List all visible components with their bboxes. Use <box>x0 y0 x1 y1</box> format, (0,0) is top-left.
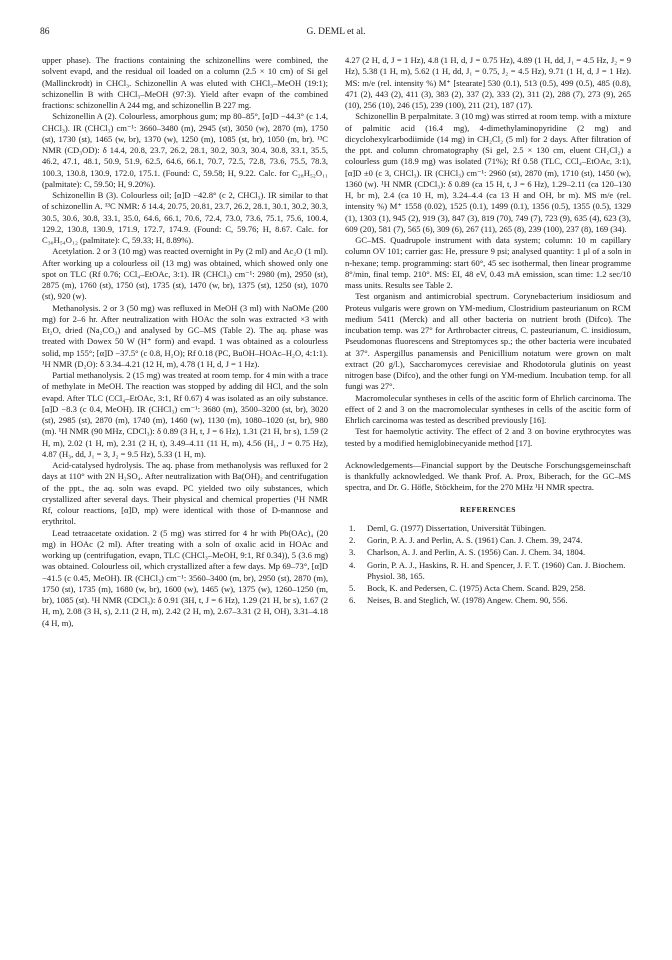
reference-item <box>345 560 631 583</box>
left-column <box>42 55 328 629</box>
paragraph-perpalmitate: Schizonellin B perpalmitate. 3 (10 mg) was stirred at room temp. with a mixture of palmitic acid (16.4 mg), 4-dimethylaminopyridine (2 mg) and dicyclohexylcarbodiimide (14 mg) in CH₂Cl₂ (5 ml) for 2 days. After filtration of the ppt. and column chromatography (Si gel, 2.5 × 130 cm, eluent CH₂Cl₂) a colourless gum (18.9 mg) was isolated (71%); Rf 0.58 (TLC, CCl₄–EtOAc, 3:1), [α]D ±0 (c 3, CHCl₃). IR (CHCl₃) cm⁻¹: 2960 (st), 2870 (m), 1710 (st), 1450 (w), 1360 (w). ¹H NMR (CDCl₃): δ 0.89 (ca 15 H, t, J = 6 Hz), 1.29–2.11 (ca 120–130 H, br m), 2.4 (ca 10 H, m), 3.24–4.4 (ca 13 H and OH, br m). MS m/e (rel. intensity %) M⁺ 1558 (0.02), 1525 (0.1), 1499 (0.1), 1356 (0.5), 1355 (0.5), 1329 (1), 1303 (1), 945 (2), 919 (3), 847 (3), 819 (70), 749 (7), 723 (9), 635 (4), 623 (3), 609 (20), 581 (7), 565 (6), 309 (6), 267 (11), 265 (8), 239 (100), 237 (8), 169 (34). <box>345 111 631 234</box>
running-head: G. DEML et al. <box>306 27 366 37</box>
right-column <box>345 55 631 608</box>
paragraph-continuation: upper phase). The fractions containing the schizonellins were combined, the solvent evapd, and the residual oil loaded on a column (2.5 × 10 cm) of Si gel (Mallinckrodt) in CHCl₃. Schizonellin A was eluted with CHCl₃–MeOH (19:1); schizonellin B with CHCl₃–MeOH (97:3). Yield after evapn of the combined fractions: schizonellin A 244 mg, and schizonellin B 227 mg. <box>42 55 328 110</box>
paragraph-antimicrobial: Test organism and antimicrobial spectrum. Corynebacterium insidiosum and Proteus vulgaris were grown on YM-medium, Clostridium pasteurianum on RCM medium 5411 (Merck) and all other bacteria on nutrient broth (Difco). The incubation temp. was 27° for Arthrobacter citreus, C. pasteurianum, C. insidiosum, Pseudomonas fluorescens and Streptomyces sp.; the other bacteria were incubated at 37°. Aspergillus panamensis and Penicillium notatum were grown on malt extract (20 g/l.), Saccharomyces cerevisiae and Rhodotorula glutinis on yeast nitrogen base (Difco), and the other fungi on YM-medium. Incubation temp. for all fungi was 27°. <box>345 291 631 392</box>
reference-text: Charlson, A. J. and Perlin, A. S. (1956) Can. J. Chem. 34, 1804. <box>367 547 586 558</box>
references-heading: REFERENCES <box>459 504 517 514</box>
reference-item <box>345 595 631 606</box>
reference-number: 1. <box>349 522 356 533</box>
paragraph-macromolecular: Macromolecular syntheses in cells of the ascitic form of Ehrlich carcinoma. The effect of 2 and 3 on the macromolecular syntheses in cells of the ascitic form of Ehrlich carcinoma was tested as described previously [16]. <box>345 392 631 425</box>
paragraph-methanolysis: Methanolysis. 2 or 3 (50 mg) was refluxed in MeOH (3 ml) with NaOMe (200 mg) for 2–6 hr. After neutralization with HOAc the soln was extracted ×3 with Et₂O, dried (Na₂CO₃) and analysed by GC–MS (Table 2). The aq. phase was treated with Dowex 50 W (H⁺ form) and evapd. 1 was obtained as a colourless solid, mp 155°; [α]D −37.5° (c 0.8, H₂O); Rf 0.18 (PC, BuOH–HOAc–H₂O, 4:1:1). ¹H NMR (D₂O): δ 3.34–4.21 (12 H, m), 4.78 (1 H, d, J = 1 Hz). <box>42 302 328 369</box>
reference-number: 4. <box>349 559 356 570</box>
paragraph-acid-hydrolysis: Acid-catalysed hydrolysis. The aq. phase from methanolysis was refluxed for 2 days at 110° with 2N H₂SO₄. After neutralization with Ba(OH)₂ and centrifugation of the ppt., the aq. soln was evapd. PC yielded two oily substances, which crystallized after several days. Their physical and chemical properties (¹H NMR Rf, colour reactions, [α]D, mp) were identical with those of D-mannose and erythritol. <box>42 460 328 527</box>
page-header <box>0 27 672 41</box>
reference-item <box>345 535 631 546</box>
section-gap <box>345 449 631 460</box>
paragraph-gc-ms: GC–MS. Quadrupole instrument with data system; column: 10 m capillary column OV 101; carrier gas: He, pressure 9 psi; analysed quantity: 1 μl of a soln in n-hexane; temp. programming: start 60°, 45 sec isothermal, then linear programme 8°/min, final temp. 210°. MS: EI, 48 eV, 0.43 mA emission, scan time: 1.2 sec/10 mass units. Results see Table 2. <box>345 235 631 290</box>
reference-item <box>345 523 631 534</box>
paragraph-haemolytic: Test for haemolytic activity. The effect of 2 and 3 on bovine erythrocytes was tested by a modified hemiglobinecyanide method [17]. <box>345 426 631 448</box>
reference-item <box>345 547 631 558</box>
reference-number: 5. <box>349 583 356 593</box>
paragraph-lead-tetraacetate: Lead tetraacetate oxidation. 2 (5 mg) was stirred for 4 hr with Pb(OAc)₄ (20 mg) in HOAc (2 ml). After treating with a soln of oxalic acid in HOAc and working up (centrifugation, evapn, TLC (CHCl₃–MeOH, 9:1, Rf 0.34)), 5 (3.6 mg) was obtained. Colourless oil, which crystallized after a few days. Mp 69–73°, [α]D −41.5 (c 0.45, MeOH). IR (CHCl₃) cm⁻¹: 3560–3400 (m, br), 2950 (st), 2870 (m), 1750 (st), 1735 (m), 1680 (w, br), 1600 (w), 1465 (w), 1375 (w), 1260–1250 (m, br), 1085 (st). ¹H NMR (CDCl₃): δ 0.91 (3H, t, J = 6 Hz), 1.29 (21 H, br s), 1.67 (2 H, m), 2.08 (3 H, s), 2.11 (2 H, m), 2.42 (2 H, m), 2.67–3.31 (2 H, OH), 3.31–4.18 (4 H, m), <box>42 527 328 628</box>
references-list <box>345 523 631 607</box>
reference-number: 3. <box>349 547 356 558</box>
paragraph-partial-methanolysis: Partial methanolysis. 2 (15 mg) was treated at room temp. for 4 min with a trace of methylate in MeOH. The reaction was stopped by adding dil HCl, and the soln evapd. After TLC (CCl₄–EtOAc, 3:1, Rf 0.67) 4 was isolated as an oily substance. [α]D −8.3 (c 0.4, MeOH). IR (CHCl₃) cm⁻¹: 3680 (m), 3500–3200 (st, br), 3020 (st), 2985 (st), 2870 (m), 1740 (m), 1460 (w), 1130 (m), 1080–1020 (st, br), 980 (m). ¹H NMR (90 MHz, CDCl₃): δ 0.89 (3 H, t, J = 6 Hz), 1.31 (21 H, br s), 1.59 (2 H, m), 2.02 (1 H, m), 2.31 (2 H, t), 3.49–4.11 (11 H, m), 4.56 (H₁, J = 0.75 Hz), 4.87 (H₃, dd, J₁ = 3, J₂ = 9.5 Hz), 5.33 (1 H, m). <box>42 370 328 459</box>
paragraph-schizonellin-b: Schizonellin B (3). Colourless oil; [α]D −42.8° (c 2, CHCl₃). IR similar to that of schizonellin A. ¹³C NMR: δ 14.4, 20.75, 20.81, 23.7, 26.2, 28.1, 30.1, 30.2, 30.3, 30.5, 30.6, 30.8, 33.1, 35.0, 64.6, 66.1, 70.6, 72.4, 73.0, 73.6, 75.1, 75.6, 100.4, 129.2, 130.8, 130.9, 171.9, 172.7, 174.9. (Found: C, 59.76; H, 8.67. Calc. for C₃₀H₅₄O₁₂ (palmitate): C, 59.33; H, 8.89%). <box>42 190 328 245</box>
reference-number: 2. <box>349 535 356 545</box>
reference-text: Neises, B. and Steglich, W. (1978) Angew. Chem. 90, 556. <box>367 595 568 606</box>
reference-text: Gorin, P. A. J. and Perlin, A. S. (1961) Can. J. Chem. 39, 2474. <box>367 535 583 545</box>
paragraph-schizonellin-a: Schizonellin A (2). Colourless, amorphous gum; mp 80–85°, [α]D −44.3° (c 1.4, CHCl₃). IR (CHCl₃) cm⁻¹: 3660–3480 (m), 2945 (st), 3050 (w), 2870 (m), 1750 (st), 1730 (st), 1465 (w, br), 1370 (w), 1250 (m), 1085 (st, br), 1050 (m, br). ¹³C NMR (CD₃OD): δ 14.4, 20.8, 23.7, 26.2, 28.1, 30.2, 30.3, 30.4, 30.8, 33.1, 35.5, 46.2, 47.1, 48.1, 50.9, 51.9, 62.5, 64.6, 66.1, 70.7, 72.5, 72.8, 73.6, 75.5, 78.3, 100.3, 130.8, 130.9, 172.0, 175.1. (Found: C, 59.58; H, 9.22. Calc. for C₂₈H₅₂O₁₁ (palmitate): C, 59.50; H, 9.20%). <box>42 111 328 189</box>
reference-number: 6. <box>349 595 356 606</box>
page-number: 86 <box>40 27 50 37</box>
reference-text: Deml, G. (1977) Dissertation, Universität Tübingen. <box>367 522 547 533</box>
reference-text: Bock, K. and Pedersen, C. (1975) Acta Chem. Scand. B29, 258. <box>367 583 586 593</box>
acknowledgements: Acknowledgements—Financial support by the Deutsche Forschungsgemeinschaft is thankfully acknowledged. We thank Prof. A. Prox, Biberach, for the GC–MS spectra, and Dr. G. Höfle, Stöckheim, for the 270 MHz ¹H NMR spectra. <box>345 459 631 493</box>
reference-item <box>345 583 631 594</box>
paragraph-continuation-right: 4.27 (2 H, d, J = 1 Hz), 4.8 (1 H, d, J = 0.75 Hz), 4.89 (1 H, dd, J₁ = 4.5 Hz, J₂ = 9 Hz), 5.38 (1 H, m), 5.62 (1 H, dd, J₁ = 0.75, J₂ = 4.5 Hz), 9.71 (1 H, d, J = 1 Hz). MS: m/e (rel. intensity %) M⁺ [stearate] 530 (0.1), 513 (0.5), 499 (0.5), 485 (0.8), 471 (2), 443 (2), 411 (3), 383 (2), 337 (2), 333 (2), 311 (2), 288 (7), 273 (9), 265 (10), 256 (10), 246 (15), 239 (100), 211 (21), 187 (17). <box>345 55 631 110</box>
reference-text: Gorin, P. A. J., Haskins, R. H. and Spencer, J. F. T. (1960) Can. J. Biochem. Physiol. 38, 165. <box>367 559 626 581</box>
paragraph-acetylation: Acetylation. 2 or 3 (10 mg) was reacted overnight in Py (2 ml) and Ac₂O (1 ml). After working up a colourless oil (13 mg) was obtained, which showed only one spot on TLC (Rf 0.76; CCl₄–EtOAc, 3:1). IR (CHCl₃) cm⁻¹: 2980 (m), 2950 (st), 2875 (m), 1760 (st), 1750 (st), 1735 (st), 1470 (w, br), 1375 (st), 1250 (st), 1070 (st), 920 (w). <box>42 246 328 302</box>
